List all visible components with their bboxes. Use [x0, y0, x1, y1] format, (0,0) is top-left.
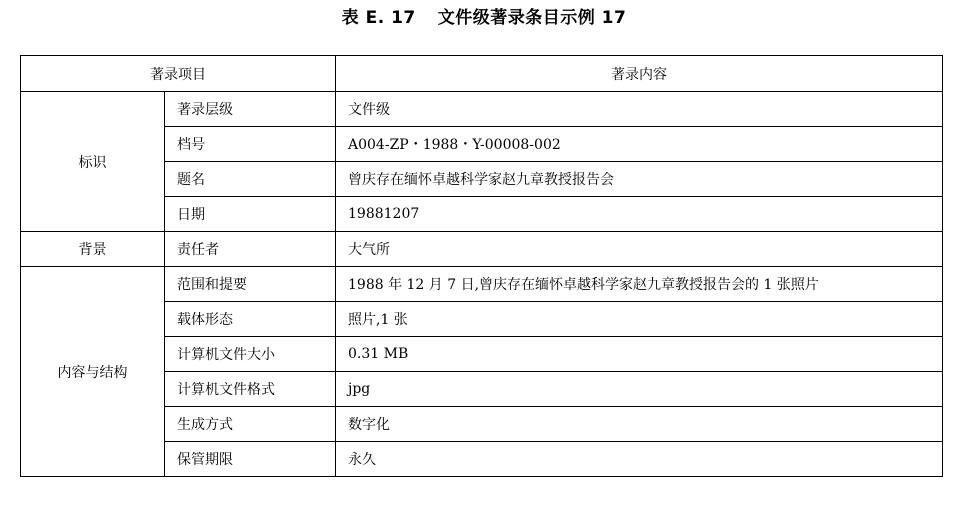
field-name: 档号 [165, 127, 336, 162]
table-row [21, 232, 943, 267]
table-header-row [21, 56, 943, 92]
field-value: jpg [336, 372, 943, 407]
field-value: 大气所 [336, 232, 943, 267]
field-name: 题名 [165, 162, 336, 197]
caption-label: 表 E. 17 [341, 8, 416, 28]
field-value: 19881207 [336, 197, 943, 232]
table-row [21, 92, 943, 127]
group-label-content-structure: 内容与结构 [21, 267, 165, 477]
field-value: 永久 [336, 442, 943, 477]
field-value: A004-ZP・1988・Y-00008-002 [336, 127, 943, 162]
table-row [21, 267, 943, 302]
metadata-table [20, 55, 943, 477]
field-value: 0.31 MB [336, 337, 943, 372]
field-name: 保管期限 [165, 442, 336, 477]
field-value: 文件级 [336, 92, 943, 127]
field-name: 日期 [165, 197, 336, 232]
table-caption [0, 4, 968, 32]
caption-title: 文件级著录条目示例 17 [437, 8, 627, 28]
group-label-identification: 标识 [21, 92, 165, 232]
field-value: 照片,1 张 [336, 302, 943, 337]
field-value: 1988 年 12 月 7 日,曾庆存在缅怀卓越科学家赵九章教授报告会的 1 张照片 [336, 267, 943, 302]
field-name: 载体形态 [165, 302, 336, 337]
field-value: 曾庆存在缅怀卓越科学家赵九章教授报告会 [336, 162, 943, 197]
field-name: 著录层级 [165, 92, 336, 127]
group-label-background: 背景 [21, 232, 165, 267]
field-name: 范围和提要 [165, 267, 336, 302]
field-name: 计算机文件大小 [165, 337, 336, 372]
header-content: 著录内容 [336, 56, 943, 92]
field-name: 责任者 [165, 232, 336, 267]
field-value: 数字化 [336, 407, 943, 442]
field-name: 计算机文件格式 [165, 372, 336, 407]
header-item: 著录项目 [21, 56, 336, 92]
field-name: 生成方式 [165, 407, 336, 442]
